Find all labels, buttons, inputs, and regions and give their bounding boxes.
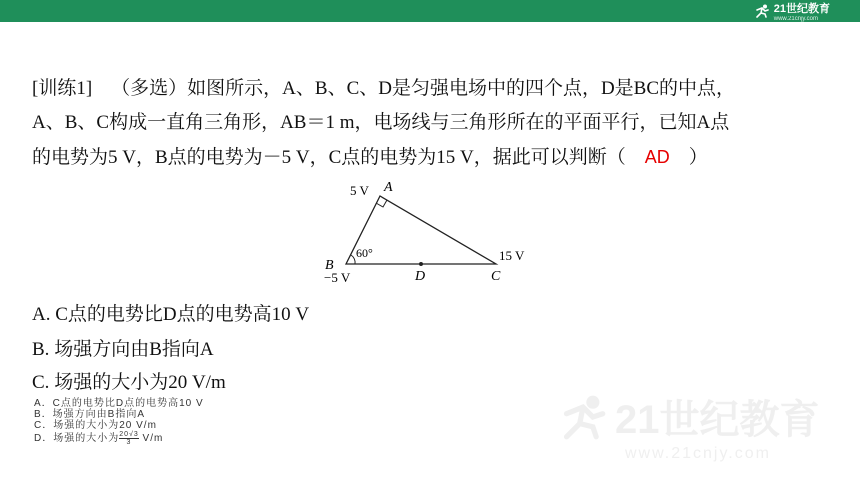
option-a <box>32 302 309 328</box>
question-line-2: A、B、C构成一直角三角形，AB＝1 m，电场线与三角形所在的平面平行，已知A点 <box>32 112 730 133</box>
triangle-figure <box>320 176 540 288</box>
potential-b: −5 V <box>324 270 351 285</box>
potential-a: 5 V <box>350 183 369 198</box>
question-text-3: 的电势为5 V，B点的电势为－5 V，C点的电势为15 V，据此可以判断（ <box>32 147 626 168</box>
small-option-d-unit: V/m <box>142 433 164 445</box>
question-text-1: 如图所示，A、B、C、D是匀强电场中的四个点，D是BC的中点， <box>187 78 736 99</box>
small-option-a: A．C点的电势比D点的电势高10 V <box>34 398 204 409</box>
brand-name: 21世纪教育 <box>773 3 830 15</box>
fraction-numerator: 20√3 <box>119 431 139 438</box>
point-d <box>419 262 423 266</box>
watermark-url: www.21cnjy.com <box>625 445 771 462</box>
small-option-d <box>34 431 163 446</box>
fraction-denominator: 3 <box>126 439 132 446</box>
runner-icon <box>754 4 770 18</box>
answer-text: AD <box>644 147 670 167</box>
label-a: A <box>384 180 393 195</box>
question-line-3 <box>32 144 708 171</box>
watermark-runner-icon <box>555 394 611 440</box>
option-b-letter: B. <box>32 339 50 360</box>
option-a-text: C点的电势比D点的电势高10 V <box>55 304 310 325</box>
option-b <box>32 337 214 363</box>
brand-url: www.21cnjy.com <box>773 16 818 22</box>
potential-c: 15 V <box>499 248 525 263</box>
small-option-b: B．场强方向由B指向A <box>34 409 146 420</box>
fraction <box>119 431 139 446</box>
option-a-letter: A. <box>32 304 51 325</box>
angle-b-label: 60° <box>356 246 373 260</box>
option-b-text: 场强方向由B指向A <box>54 339 214 360</box>
watermark-text: 21世纪教育 <box>615 398 820 442</box>
small-option-c: C．场强的大小为20 V/m <box>34 420 157 431</box>
watermark <box>555 388 820 463</box>
brand-logo <box>754 2 830 20</box>
question-line-1 <box>32 76 735 102</box>
question-close-paren: ） <box>688 147 708 168</box>
small-option-d-text: D．场强的大小为 <box>34 433 120 445</box>
label-b: B <box>325 258 334 273</box>
question-type: （多选） <box>111 78 188 99</box>
label-d: D <box>415 269 426 284</box>
option-c <box>32 370 226 396</box>
label-c: C <box>491 269 501 284</box>
question-label: [训练1] <box>32 78 93 99</box>
option-c-text: 场强的大小为20 V/m <box>54 372 226 393</box>
option-c-letter: C. <box>32 372 50 393</box>
angle-arc-b <box>351 255 355 264</box>
header-bar <box>0 0 860 22</box>
